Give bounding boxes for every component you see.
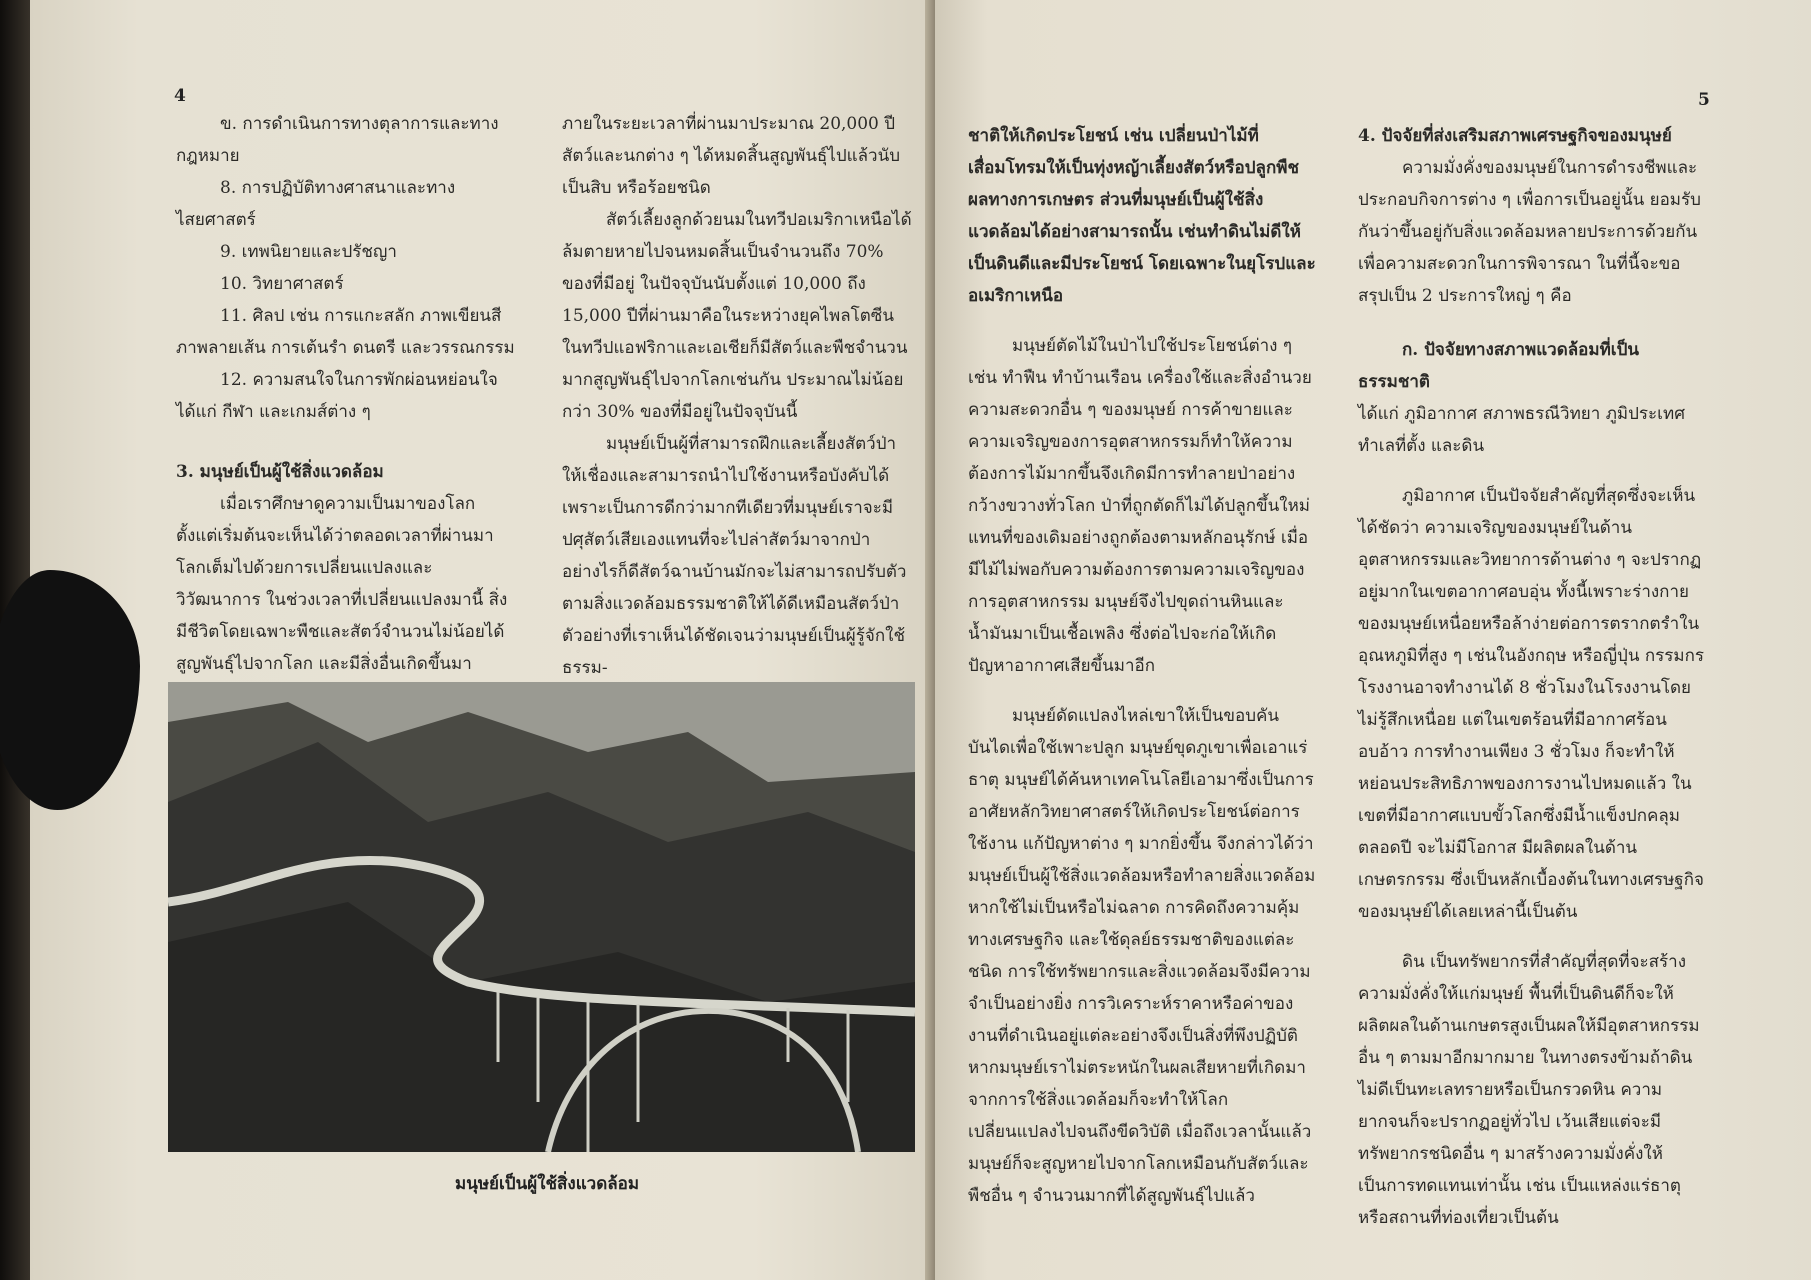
- photo-illustration: [168, 682, 915, 1152]
- paragraph: ได้แก่ ภูมิอากาศ สภาพธรณีวิทยา ภูมิประเทศ ทำเลที่ตั้ง และดิน: [1358, 404, 1685, 456]
- section-heading: 3. มนุษย์เป็นผู้ใช้สิ่งแวดล้อม: [176, 462, 384, 482]
- paragraph: เมื่อเราศึกษาดูความเป็นมาของโลกตั้งแต่เริ่มต้นจะเห็นได้ว่าตลอดเวลาที่ผ่านมาโลกเต็มไปด้วยการเปลี่ยนแปลงและวิวัฒนาการ ในช่วงเวลาที่เปลี่ยนแปลงมานี้ สิ่งมีชีวิตโดยเฉพาะพืชและสัตว์จำนวนไม่น้อยได้สูญพันธุ์ไปจากโลก และมีสิ่งอื่นเกิดขึ้นมา: [176, 494, 508, 674]
- list-item: 8. การปฏิบัติทางศาสนาและทางไสยศาสตร์: [176, 178, 456, 230]
- left-column-1: [176, 108, 516, 712]
- paragraph: ภูมิอากาศ เป็นปัจจัยสำคัญที่สุดซึ่งจะเห็นได้ชัดว่า ความเจริญของมนุษย์ในด้านอุตสาหกรรมและวิทยาการด้านต่าง ๆ จะปรากฏอยู่มากในเขตอากาศอบอุ่น ทั้งนี้เพราะร่างกายของมนุษย์เหนื่อยหรือล้าง่ายต่อการตรากตรำในอุณหภูมิที่สูง ๆ เช่นในอังกฤษ หรือญี่ปุ่น กรรมกรโรงงานอาจทำงานได้ 8 ชั่วโมงในโรงงานโดยไม่รู้สึกเหนื่อย แต่ในเขตร้อนที่มีอากาศร้อนอบอ้าว การทำงานเพียง 3 ชั่วโมง ก็จะทำให้หย่อนประสิทธิภาพของการงานไปหมดแล้ว ในเขตที่มีอากาศแบบขั้วโลกซึ่งมีน้ำแข็งปกคลุมตลอดปี จะไม่มีโอกาส มีผลิตผลในด้านเกษตรกรรม ซึ่งเป็นหลักเบื้องต้นในทางเศรษฐกิจของมนุษย์ได้เลยเหล่านี้เป็นต้น: [1358, 486, 1705, 922]
- list-item: 10. วิทยาศาสตร์: [220, 274, 344, 294]
- paragraph: มนุษย์ตัดไม้ในป่าไปใช้ประโยชน์ต่าง ๆ เช่น ทำฟืน ทำบ้านเรือน เครื่องใช้และสิ่งอำนวยความสะดวกอื่น ๆ ของมนุษย์ การค้าขายและความเจริญของการอุตสาหกรรมก็ทำให้ความต้องการไม้มากขึ้นจึงเกิดมีการทำลายป่าอย่างกว้างขวางทั่วโลก ป่าที่ถูกตัดก็ไม่ได้ปลูกขึ้นใหม่แทนที่ของเดิมอย่างถูกต้องตามหลักอนุรักษ์ เมื่อมีไม้ไม่พอกับความต้องการตามความเจริญของการอุตสาหกรรม มนุษย์จึงไปขุดถ่านหินและน้ำมันมาเป็นเชื้อเพลิง ซึ่งต่อไปจะก่อให้เกิดปัญหาอากาศเสียขึ้นมาอีก: [968, 336, 1312, 676]
- paragraph: สัตว์เลี้ยงลูกด้วยนมในทวีปอเมริกาเหนือได้ล้มตายหายไปจนหมดสิ้นเป็นจำนวนถึง 70% ของที่มีอยู่ ในปัจจุบันนับตั้งแต่ 10,000 ถึง 15,000 ปีที่ผ่านมาคือในระหว่างยุคไพลโตซีน ในทวีปแอฟริกาและเอเชียก็มีสัตว์และพืชจำนวนมากสูญพันธุ์ไปจากโลกเช่นกัน ประมาณไม่น้อยกว่า 30% ของที่มีอยู่ในปัจจุบันนี้: [562, 210, 912, 422]
- page-number-right: 5: [1698, 90, 1710, 110]
- paragraph: มนุษย์เป็นผู้ที่สามารถฝึกและเลี้ยงสัตว์ป่าให้เชื่องและสามารถนำไปใช้งานหรือบังคับได้ เพราะเป็นการดีกว่ามากทีเดียวที่มนุษย์เราจะมีปศุสัตว์เสียเองแทนที่จะไปล่าสัตว์มาจากป่า อย่างไรก็ดีสัตว์ฉานบ้านมักจะไม่สามารถปรับตัวตามสิ่งแวดล้อมธรรมชาติให้ได้ดีเหมือนสัตว์ป่า ตัวอย่างที่เราเห็นได้ชัดเจนว่ามนุษย์เป็นผู้รู้จักใช้ธรรม-: [562, 434, 907, 678]
- left-column-2: [562, 108, 914, 684]
- paragraph: มนุษย์ดัดแปลงไหล่เขาให้เป็นขอบคันบันไดเพื่อใช้เพาะปลูก มนุษย์ขุดภูเขาเพื่อเอาแร่ธาตุ มนุษย์ได้ค้นหาเทคโนโลยีเอามาซึ่งเป็นการอาศัยหลักวิทยาศาสตร์ให้เกิดประโยชน์ต่อการใช้งาน แก้ปัญหาต่าง ๆ มากยิ่งขึ้น จึงกล่าวได้ว่ามนุษย์เป็นผู้ใช้สิ่งแวดล้อมหรือทำลายสิ่งแวดล้อมหากใช้ไม่เป็นหรือไม่ฉลาด การคิดถึงความคุ้มทางเศรษฐกิจ และใช้ดุลย์ธรรมชาติของแต่ละชนิด การใช้ทรัพยากรและสิ่งแวดล้อมจึงมีความจำเป็นอย่างยิ่ง การวิเคราะห์ราคาหรือค่าของงานที่ดำเนินอยู่แต่ละอย่างจึงเป็นสิ่งที่พึงปฏิบัติ หากมนุษย์เราไม่ตระหนักในผลเสียหายที่เกิดมาจากการใช้สิ่งแวดล้อมก็จะทำให้โลกเปลี่ยนแปลงไปจนถึงขีดวิบัติ เมื่อถึงเวลานั้นแล้วมนุษย์ก็จะสูญหายไปจากโลกเหมือนกับสัตว์และพืชอื่น ๆ จำนวนมากที่ได้สูญพันธุ์ไปแล้ว: [968, 706, 1316, 1206]
- list-item: ข. การดำเนินการทางตุลาการและทางกฎหมาย: [176, 114, 499, 166]
- paragraph: ชาติให้เกิดประโยชน์ เช่น เปลี่ยนป่าไม้ที่เสื่อมโทรมให้เป็นทุ่งหญ้าเลี้ยงสัตว์หรือปลูกพืชผลทางการเกษตร ส่วนที่มนุษย์เป็นผู้ใช้สิ่งแวดล้อมได้อย่างสามารถนั้น เช่นทำดินไม่ดีให้เป็นดินดีและมีประโยชน์ โดยเฉพาะในยุโรปและอเมริกาเหนือ: [968, 126, 1316, 306]
- paragraph: ความมั่งคั่งของมนุษย์ในการดำรงชีพและประกอบกิจการต่าง ๆ เพื่อการเป็นอยู่นั้น ยอมรับกันว่าขึ้นอยู่กับสิ่งแวดล้อมหลายประการด้วยกัน เพื่อความสะดวกในการพิจารณา ในที่นี้จะขอสรุปเป็น 2 ประการใหญ่ ๆ คือ: [1358, 158, 1701, 306]
- list-item: 12. ความสนใจในการพักผ่อนหย่อนใจ ได้แก่ กีฬา และเกมส์ต่าง ๆ: [176, 370, 498, 422]
- paragraph: ดิน เป็นทรัพยากรที่สำคัญที่สุดที่จะสร้างความมั่งคั่งให้แก่มนุษย์ พื้นที่เป็นดินดีก็จะให้ผลิตผลในด้านเกษตรสูงเป็นผลให้มีอุตสาหกรรมอื่น ๆ ตามมาอีกมากมาย ในทางตรงข้ามถ้าดินไม่ดีเป็นทะเลทรายหรือเป็นกรวดหิน ความยากจนก็จะปรากฏอยู่ทั่วไป เว้นเสียแต่จะมีทรัพยากรชนิดอื่น ๆ มาสร้างความมั่งคั่งให้เป็นการทดแทนเท่านั้น เช่น เป็นแหล่งแร่ธาตุ หรือสถานที่ท่องเที่ยวเป็นต้น: [1358, 952, 1700, 1228]
- mountain-highway-photo: [168, 682, 915, 1152]
- photo-caption: มนุษย์เป็นผู้ใช้สิ่งแวดล้อม: [455, 1174, 640, 1194]
- right-column-1: [968, 120, 1316, 1212]
- section-heading: 4. ปัจจัยที่ส่งเสริมสภาพเศรษฐกิจของมนุษย์: [1358, 126, 1672, 146]
- list-item: 9. เทพนิยายและปรัชญา: [220, 242, 397, 262]
- list-item: 11. ศิลป เช่น การแกะสลัก ภาพเขียนสีภาพลายเส้น การเต้นรำ ดนตรี และวรรณกรรม: [176, 306, 515, 358]
- subsection-heading: ก. ปัจจัยทางสภาพแวดล้อมที่เป็นธรรมชาติ: [1358, 340, 1639, 392]
- paragraph: ภายในระยะเวลาที่ผ่านมาประมาณ 20,000 ปี สัตว์และนกต่าง ๆ ได้หมดสิ้นสูญพันธุ์ไปแล้วนับเป็นสิบ หรือร้อยชนิด: [562, 114, 900, 198]
- page-number-left: 4: [174, 86, 186, 106]
- right-column-2: [1358, 120, 1706, 1234]
